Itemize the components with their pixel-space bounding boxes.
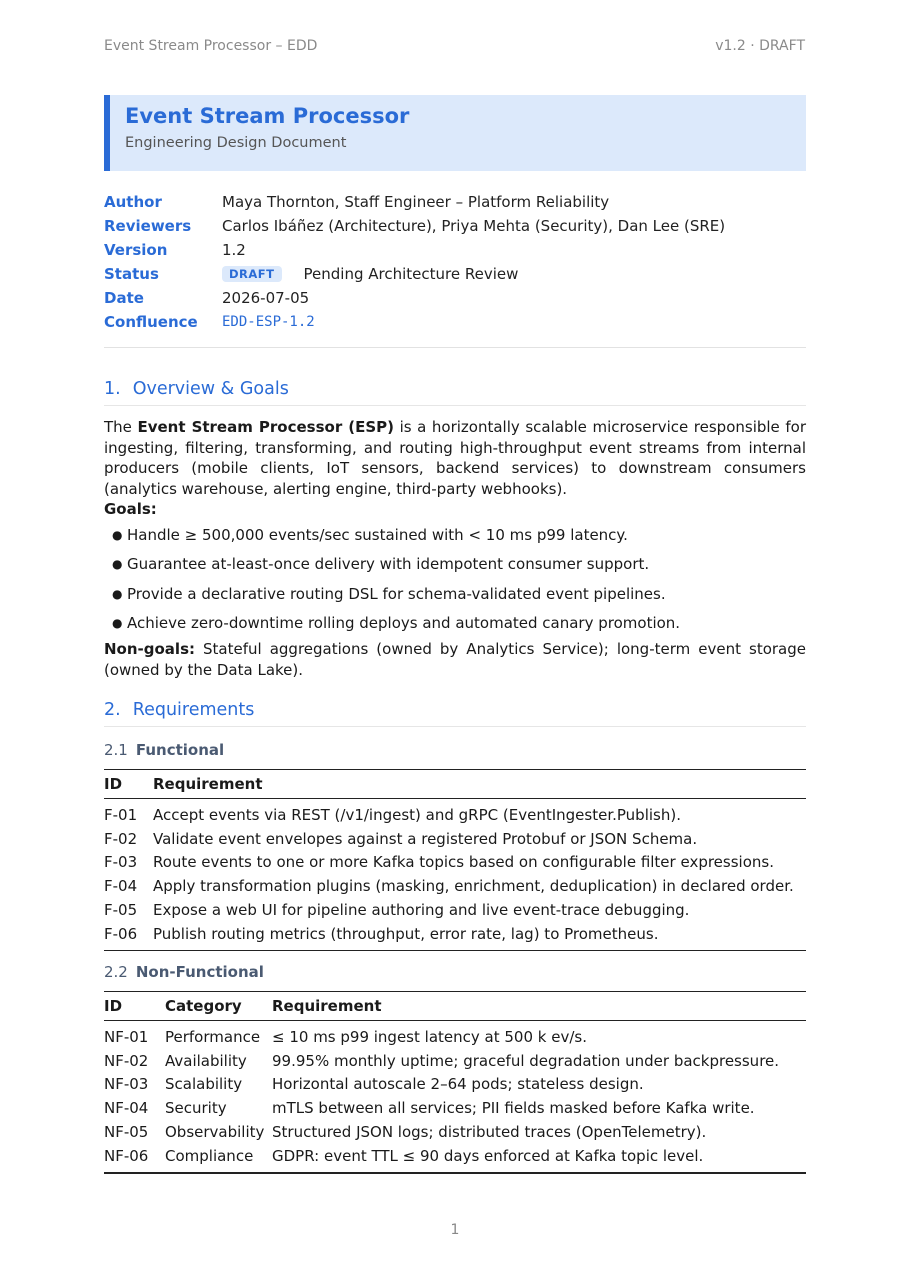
- section-number: 2.: [104, 700, 121, 720]
- title-box: [104, 95, 806, 171]
- req-id: F-02: [104, 829, 138, 848]
- section-number: 1.: [104, 379, 121, 399]
- req-category: Security: [165, 1099, 227, 1118]
- table-row: [104, 1120, 806, 1144]
- subsection-heading-nonfunctional: [104, 963, 264, 981]
- list-item: [112, 525, 802, 554]
- meta-date: 2026-07-05: [222, 289, 310, 307]
- goal-text: Provide a declarative routing DSL for schema-validated event pipelines.: [127, 584, 666, 603]
- functional-requirements-table: [104, 769, 806, 951]
- meta-key: Status: [104, 265, 159, 283]
- nongoals-text: Stateful aggregations (owned by Analytics Service); long-term event storage (owned by the Data Lake).: [104, 640, 806, 679]
- req-text: Validate event envelopes against a registered Protobuf or JSON Schema.: [153, 829, 698, 848]
- req-text: mTLS between all services; PII fields masked before Kafka write.: [272, 1099, 755, 1118]
- bullet-icon: ●: [112, 615, 123, 630]
- req-text: GDPR: event TTL ≤ 90 days enforced at Kafka topic level.: [272, 1146, 704, 1165]
- goal-text: Handle ≥ 500,000 events/sec sustained with < 10 ms p99 latency.: [127, 526, 628, 544]
- nonfunctional-requirements-table: [104, 991, 806, 1174]
- page-number: 1: [450, 1222, 460, 1238]
- section-title: Requirements: [132, 700, 255, 720]
- confluence-link[interactable]: EDD-ESP-1.2: [222, 314, 315, 330]
- req-id: F-01: [104, 805, 138, 824]
- meta-divider: [104, 347, 806, 348]
- subsection-heading-functional: [104, 741, 224, 759]
- req-category: Performance: [165, 1027, 261, 1046]
- column-header: Requirement: [153, 770, 806, 799]
- table-row: [104, 922, 806, 950]
- table-row: [104, 874, 806, 898]
- table-row: [104, 1021, 806, 1049]
- req-category: Compliance: [165, 1146, 254, 1165]
- table-row: [104, 799, 806, 827]
- column-header: ID: [104, 992, 165, 1021]
- req-id: NF-06: [104, 1146, 149, 1165]
- intro-prefix: The: [104, 418, 138, 436]
- meta-row-reviewers: [104, 214, 806, 238]
- bullet-icon: ●: [112, 586, 123, 601]
- table-row: [104, 1073, 806, 1097]
- meta-key: Date: [104, 289, 144, 307]
- bullet-icon: ●: [112, 528, 123, 542]
- table-row: [104, 851, 806, 875]
- req-text: Horizontal autoscale 2–64 pods; stateless design.: [272, 1075, 644, 1094]
- document-subtitle: Engineering Design Document: [125, 135, 347, 151]
- meta-reviewers: Carlos Ibáñez (Architecture), Priya Mehta (Security), Dan Lee (SRE): [222, 217, 726, 235]
- status-text: Pending Architecture Review: [303, 265, 519, 283]
- column-header: ID: [104, 770, 153, 799]
- header-doc-title: Event Stream Processor – EDD: [104, 38, 318, 54]
- section-title: Overview & Goals: [132, 379, 289, 399]
- table-row: [104, 1144, 806, 1173]
- document-title: Event Stream Processor: [125, 104, 410, 128]
- req-id: NF-03: [104, 1075, 149, 1094]
- intro-rest: is a horizontally scalable microservice responsible for ingesting, filtering, transforming, and routing high-throughput event streams from internal producers (mobile clients, IoT sensors, backend services) to downstream consumers (analytics warehouse, alerting engine, third-party webhooks).: [104, 418, 806, 498]
- subsection-title: Functional: [135, 741, 225, 759]
- meta-row-author: [104, 190, 806, 214]
- req-category: Availability: [165, 1051, 247, 1070]
- meta-version: 1.2: [222, 241, 246, 259]
- table-row: [104, 827, 806, 851]
- status-badge: DRAFT: [222, 266, 282, 282]
- meta-status: [222, 265, 518, 283]
- meta-key: Confluence: [104, 313, 198, 331]
- nongoals-label: Non-goals:: [104, 640, 195, 658]
- meta-key: Author: [104, 193, 162, 211]
- meta-row-confluence: [104, 310, 806, 334]
- table-header-row: [104, 770, 806, 799]
- req-id: F-06: [104, 924, 138, 943]
- req-text: 99.95% monthly uptime; graceful degradation under backpressure.: [272, 1051, 780, 1070]
- section-heading-overview: [104, 379, 806, 406]
- req-id: NF-04: [104, 1099, 149, 1118]
- overview-paragraph: [104, 417, 806, 499]
- goal-text: Achieve zero-downtime rolling deploys and automated canary promotion.: [127, 613, 681, 632]
- meta-row-version: [104, 238, 806, 262]
- req-text: Structured JSON logs; distributed traces (OpenTelemetry).: [272, 1123, 707, 1142]
- intro-bold: Event Stream Processor (ESP): [137, 418, 394, 436]
- req-text: Accept events via REST (/v1/ingest) and gRPC (EventIngester.Publish).: [153, 805, 681, 824]
- req-text: Route events to one or more Kafka topics based on configurable filter expressions.: [153, 853, 774, 872]
- subsection-title: Non-Functional: [135, 963, 264, 981]
- column-header: Category: [165, 992, 272, 1021]
- meta-key: Reviewers: [104, 217, 192, 235]
- metadata-table: [104, 190, 806, 334]
- req-id: F-03: [104, 853, 138, 872]
- page-header: [104, 38, 805, 54]
- req-text: ≤ 10 ms p99 ingest latency at 500 k ev/s.: [272, 1027, 587, 1046]
- req-id: NF-05: [104, 1123, 149, 1142]
- table-header-row: [104, 992, 806, 1021]
- list-item: [112, 613, 802, 642]
- req-text: Apply transformation plugins (masking, enrichment, deduplication) in declared order.: [153, 877, 794, 896]
- req-id: NF-01: [104, 1027, 149, 1046]
- meta-row-status: [104, 262, 806, 286]
- goals-label: Goals:: [104, 500, 157, 518]
- req-id: F-05: [104, 901, 138, 920]
- list-item: [112, 584, 802, 613]
- req-id: NF-02: [104, 1051, 149, 1070]
- nongoals-paragraph: [104, 639, 806, 680]
- header-version: v1.2 · DRAFT: [715, 38, 805, 54]
- goal-text: Guarantee at-least-once delivery with idempotent consumer support.: [127, 555, 650, 574]
- req-category: Observability: [165, 1123, 265, 1142]
- meta-key: Version: [104, 241, 168, 259]
- meta-author: Maya Thornton, Staff Engineer – Platform Reliability: [222, 193, 610, 211]
- table-row: [104, 898, 806, 922]
- table-row: [104, 1049, 806, 1073]
- meta-row-date: [104, 286, 806, 310]
- column-header: Requirement: [272, 992, 806, 1021]
- goals-list: [112, 525, 802, 642]
- section-heading-requirements: [104, 700, 806, 727]
- table-row: [104, 1096, 806, 1120]
- req-id: F-04: [104, 877, 138, 896]
- req-text: Publish routing metrics (throughput, error rate, lag) to Prometheus.: [153, 924, 659, 943]
- subsection-number: 2.2: [104, 963, 128, 981]
- bullet-icon: ●: [112, 557, 123, 572]
- req-category: Scalability: [165, 1075, 243, 1094]
- subsection-number: 2.1: [104, 741, 128, 759]
- req-text: Expose a web UI for pipeline authoring and live event-trace debugging.: [153, 901, 690, 920]
- list-item: [112, 554, 802, 583]
